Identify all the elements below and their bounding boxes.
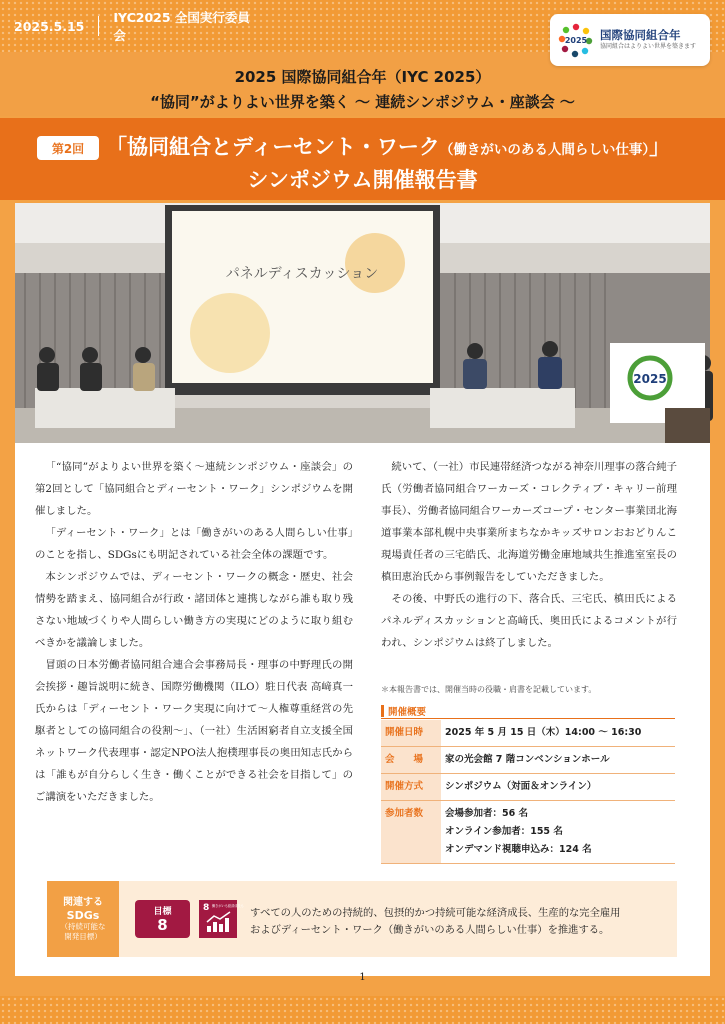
sdgs-label — [47, 881, 119, 957]
sdg-goal-text-line2: およびディーセント・ワーク（働きがいのある人間らしい仕事）を推進する。 — [250, 924, 610, 936]
report-date: 2025.5.15 — [14, 18, 85, 34]
body-paragraph: 「ディーセント・ワーク」とは「働きがいのある人間らしい仕事」のことを指し、SDGsにも明記されている社会全体の課題です。 — [35, 527, 353, 561]
footnote: ＊本報告書では、開催当時の役職・肩書を記載しています。 — [381, 685, 597, 694]
body-left-column — [35, 456, 353, 808]
goal-label: 目標 — [153, 907, 172, 918]
report-title — [106, 131, 706, 161]
overview-heading-label: 開催概要 — [388, 706, 427, 718]
table-row — [381, 720, 675, 747]
heading-marker — [381, 705, 384, 717]
svg-text:2025: 2025 — [564, 36, 588, 45]
report-title-sub: （働きがいのある人間らしい仕事） — [439, 142, 650, 158]
sdgs-label-line3: （持続可能な — [60, 921, 106, 931]
svg-text:8: 8 — [203, 903, 210, 913]
sdg-goal-text — [250, 905, 670, 939]
sdg8-icon-graphic — [199, 900, 244, 938]
logo-title: 国際協同組合年 — [600, 28, 681, 43]
body-right-column — [381, 456, 677, 654]
body-paragraph: 続いて、（一社）市民連帯経済つながる神奈川理事の落合純子氏（労働者協同組合ワーカーズ・コレクティブ・キャリー前理事長）、労働者協同組合ワーカーズコープ・センター事業団北海道事業本部札幌中央事業所まちなかキッズサロンおおどりんこ現場責任者の三宅皓氏、北海道労働金庫地域共生推進室室長の槙田恵治氏から事例報告をしていただきました。 — [381, 461, 677, 583]
table-row — [381, 747, 675, 774]
overview-key: 会 場 — [381, 747, 441, 774]
screen-text: パネルディスカッション — [225, 266, 379, 282]
event-photo-illustration — [15, 203, 710, 443]
overview-table — [381, 720, 675, 864]
page-number: 1 — [359, 972, 366, 983]
logo-subtitle: 協同組合はよりよい世界を築きます — [600, 43, 697, 50]
body-paragraph: 本シンポジウムでは、ディーセント・ワークの概念・歴史、社会情勢を踏まえ、協同組合が行政・諸団体と連携しながら誰も取り残さない地域づくりや人間らしい働き方の実現にどのように取り組むべきかを議論しました。 — [35, 571, 353, 649]
report-title-main: 「協同組合とディーセント・ワーク — [106, 135, 440, 159]
table-row — [381, 774, 675, 801]
series-title: 2025 国際協同組合年（IYC 2025） — [234, 68, 491, 86]
organizer: IYC2025 全国実行委員会 — [113, 10, 250, 43]
divider — [98, 16, 99, 36]
sdgs-label-line1: 関連する — [63, 896, 103, 908]
report-title-line2: シンポジウム開催報告書 — [247, 168, 478, 192]
body-paragraph: 「“協同”がよりよい世界を築く～連続シンポジウム・座談会」の第2回として「協同組合とディーセント・ワーク」シンポジウムを開催しました。 — [35, 461, 353, 517]
goal-badge — [135, 900, 190, 938]
round-badge: 第2回 — [37, 136, 99, 160]
report-title-end: 」 — [649, 135, 671, 159]
overview-key: 参加者数 — [381, 801, 441, 864]
iyc-logo — [550, 14, 710, 66]
event-photo — [15, 203, 710, 443]
sdg-goal-text-line1: すべての人のための持続的、包摂的かつ持続可能な経済成長、生産的な完全雇用 — [250, 907, 621, 919]
iyc-logo-icon — [558, 22, 594, 58]
overview-key: 開催方式 — [381, 774, 441, 801]
sdgs-label-line4: 開発目標） — [64, 931, 102, 941]
overview-value: シンポジウム（対面＆オンライン） — [441, 774, 675, 801]
overview-value: 家の光会館 7 階コンベンションホール — [441, 747, 675, 774]
date-tag — [0, 0, 252, 52]
sdg8-icon — [199, 900, 244, 938]
series-subtitle: “協同”がよりよい世界を築く ～ 連続シンポジウム・座談会 ～ — [150, 93, 575, 111]
body-paragraph: 冒頭の日本労働者協同組合連合会事務局長・理事の中野理氏の開会挨拶・趣旨説明に続き、国際労働機関（ILO）駐日代表 高﨑真一氏からは「ディーセント・ワーク実現に向けて～人権尊重経営の先駆者としての協同組合の役割～」、（一社）生活困窮者自立支援全国ネットワーク代表理事・認定NPO法人抱樸理事長の奥田知志氏からは「誰もが自分らしく生き・働くことができる社会を目指して」のご講演をいただきました。 — [35, 659, 353, 803]
bottom-band — [0, 996, 725, 1024]
overview-heading — [381, 703, 675, 719]
table-row — [381, 801, 675, 864]
goal-number: 8 — [157, 916, 168, 935]
attendance-ondemand: オンデマンド視聴申込み：124 名 — [445, 844, 592, 855]
overview-key: 開催日時 — [381, 720, 441, 747]
banner-text: 2025 — [633, 372, 667, 386]
attendance-venue: 会場参加者：56 名 — [445, 808, 529, 819]
svg-text:働きがいも経済成長も: 働きがいも経済成長も — [212, 904, 244, 908]
logo-text — [600, 29, 696, 51]
overview-value: 2025 年 5 月 15 日（木）14:00 ～ 16:30 — [441, 720, 675, 747]
sdgs-label-line2: SDGs — [66, 908, 100, 922]
overview-value — [441, 801, 675, 864]
body-paragraph: その後、中野氏の進行の下、落合氏、三宅氏、槙田氏によるパネルディスカッションと高﨑氏、奥田氏によるコメントが行われ、シンポジウムは終了しました。 — [381, 593, 677, 649]
attendance-online: オンライン参加者：155 名 — [445, 826, 563, 837]
